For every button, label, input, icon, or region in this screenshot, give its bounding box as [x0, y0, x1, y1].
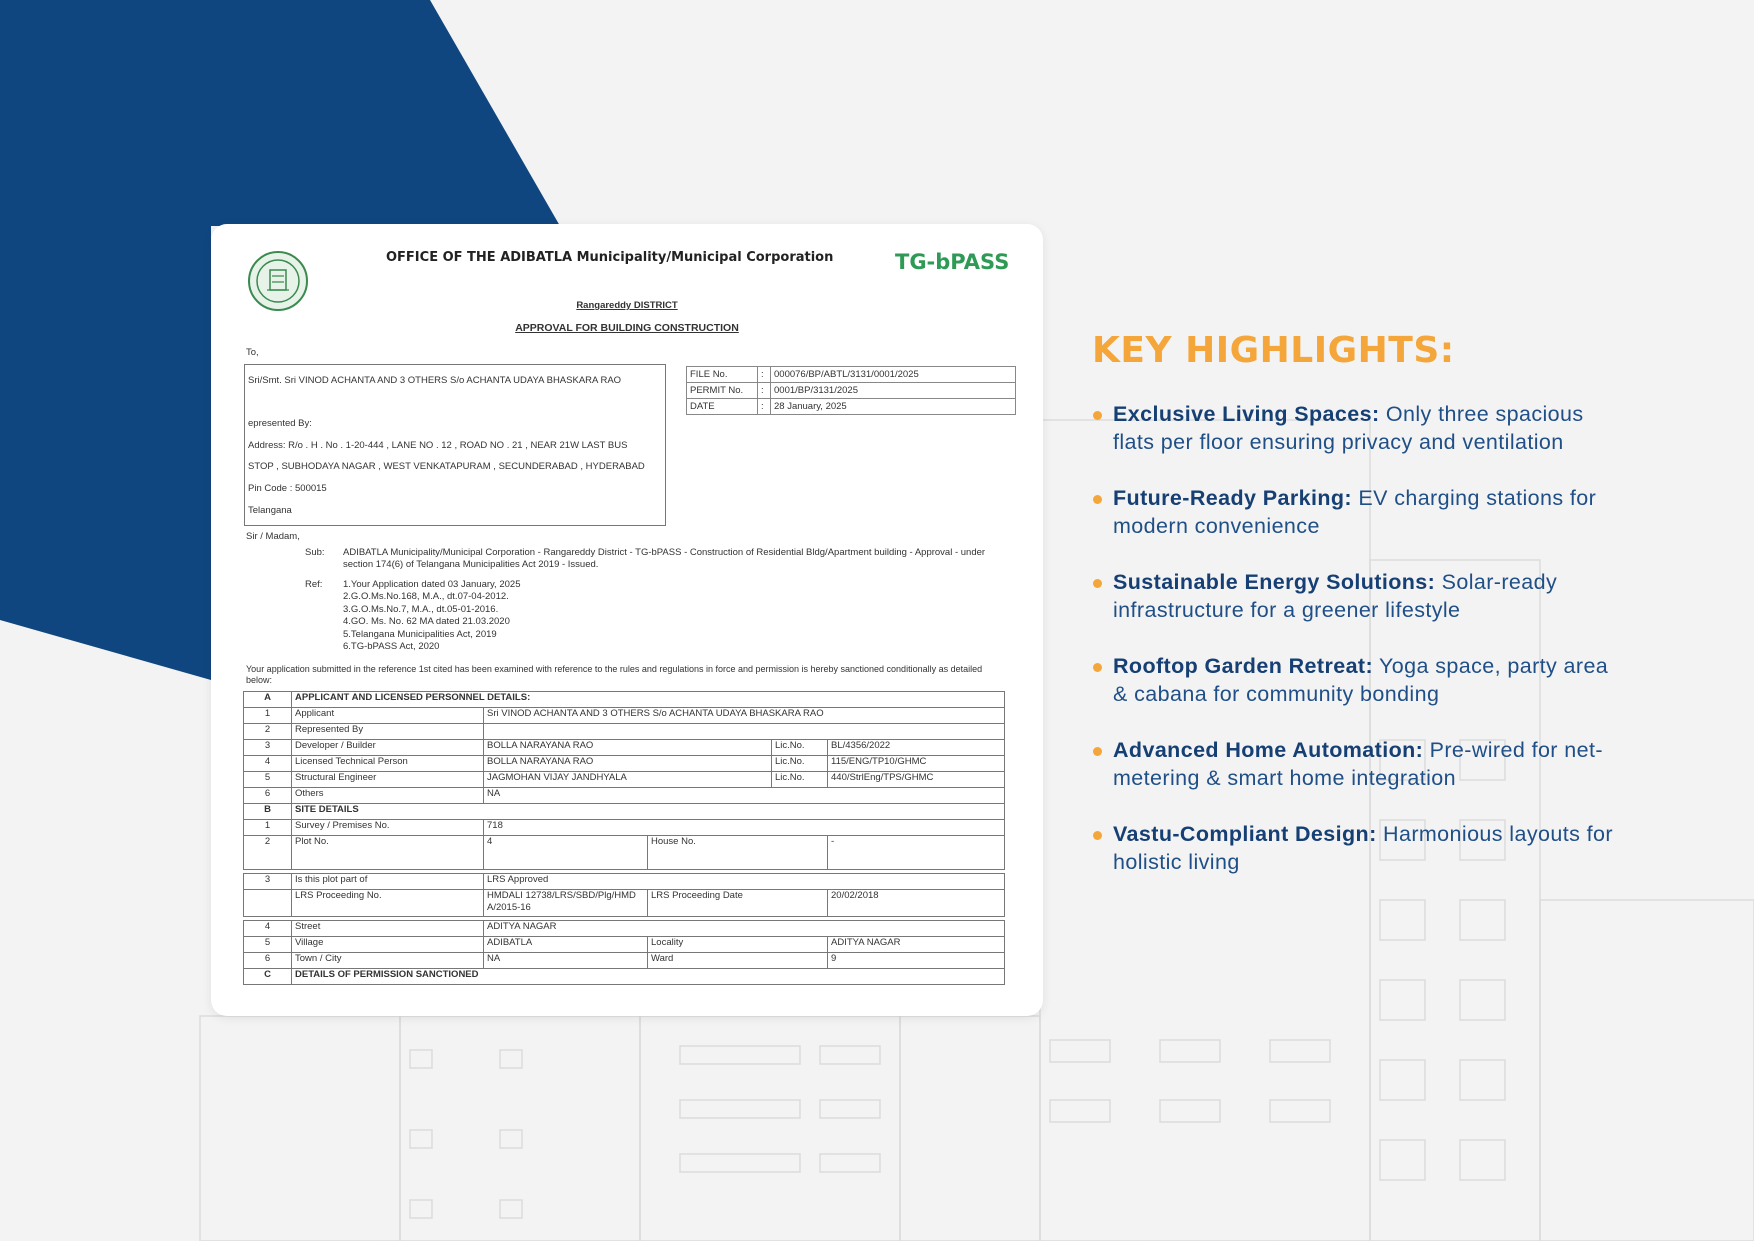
reference-item: 6.TG-bPASS Act, 2020	[343, 641, 440, 653]
file-row	[687, 383, 1016, 399]
bullet-dot-icon	[1093, 747, 1102, 756]
to-label: To,	[246, 347, 259, 358]
row-value: ADITYA NAGAR	[484, 921, 1005, 937]
subject-text: ADIBATLA Municipality/Municipal Corporation - Rangareddy District - TG-bPASS - Construction of Residential Bldg/Apartment building - Approval - under section 174(6) of Telangana Municipalities Act 2019 - Issued.	[343, 547, 986, 570]
row-number: 4	[244, 921, 292, 937]
section-title: DETAILS OF PERMISSION SANCTIONED	[292, 969, 1005, 985]
highlight-text: Yoga space, party area & cabana for community bonding	[1113, 654, 1609, 706]
row-number: 6	[244, 788, 292, 804]
table-row	[244, 836, 1005, 870]
table-row	[244, 788, 1005, 804]
row-value: JAGMOHAN VIJAY JANDHYALA	[484, 772, 772, 788]
highlight-text: Solar-ready infrastructure for a greener lifestyle	[1113, 570, 1558, 622]
row-number: 4	[244, 756, 292, 772]
file-label: DATE	[687, 399, 758, 415]
bullet-dot-icon	[1093, 663, 1102, 672]
row-value: NA	[484, 788, 1005, 804]
license-label: Lic.No.	[772, 740, 828, 756]
row-label: Structural Engineer	[292, 772, 484, 788]
file-row	[687, 367, 1016, 383]
file-value: 000076/BP/ABTL/3131/0001/2025	[771, 367, 1016, 383]
row-number	[244, 890, 292, 917]
row-value: 718	[484, 820, 1005, 836]
reference-item: 1.Your Application dated 03 January, 2025	[343, 579, 521, 590]
reference-item: 5.Telangana Municipalities Act, 2019	[343, 628, 497, 640]
bullet-dot-icon	[1093, 831, 1102, 840]
row-value: Sri VINOD ACHANTA AND 3 OTHERS S/o ACHANTA UDAYA BHASKARA RAO	[484, 708, 1005, 724]
reference-item: 4.GO. Ms. No. 62 MA dated 21.03.2020	[343, 616, 510, 628]
reference-label: Ref:	[305, 579, 323, 590]
row-value: BOLLA NARAYANA RAO	[484, 756, 772, 772]
file-row	[687, 399, 1016, 415]
license-label: Lic.No.	[772, 772, 828, 788]
reference-list	[343, 579, 520, 653]
row-number: 1	[244, 820, 292, 836]
row-value: ADIBATLA	[484, 937, 648, 953]
table-row	[244, 708, 1005, 724]
row-number: 5	[244, 937, 292, 953]
file-value: 28 January, 2025	[771, 399, 1016, 415]
row-label: LRS Proceeding No.	[292, 890, 484, 917]
row-label: Others	[292, 788, 484, 804]
highlight-item	[1092, 652, 1622, 708]
row-number: 2	[244, 836, 292, 870]
file-label: PERMIT No.	[687, 383, 758, 399]
house-label: House No.	[648, 836, 828, 870]
row-label: Represented By	[292, 724, 484, 740]
highlight-heading: Exclusive Living Spaces:	[1113, 402, 1380, 426]
address-line: STOP , SUBHODAYA NAGAR , WEST VENKATAPURAM , SECUNDERABAD , HYDERABAD	[248, 461, 645, 472]
permission-details-table	[243, 691, 1005, 985]
file-sep: :	[758, 399, 771, 415]
row-label: Survey / Premises No.	[292, 820, 484, 836]
row-number: 5	[244, 772, 292, 788]
row-label: Town / City	[292, 953, 484, 969]
row-value: HMDALI 12738/LRS/SBD/Plg/HMD A/2015-16	[484, 890, 648, 917]
ward-label: Ward	[648, 953, 828, 969]
district-heading: Rangareddy DISTRICT	[576, 300, 678, 311]
table-row	[244, 874, 1005, 890]
row-label: Village	[292, 937, 484, 953]
intro-paragraph: Your application submitted in the reference 1st cited has been examined with reference to the rules and regulations in force and permission is hereby sanctioned conditionally as detailed below:	[246, 664, 983, 685]
file-sep: :	[758, 383, 771, 399]
salutation: Sir / Madam,	[246, 531, 300, 542]
bullet-dot-icon	[1093, 495, 1102, 504]
bullet-dot-icon	[1093, 579, 1102, 588]
address-line: Pin Code : 500015	[248, 483, 327, 494]
license-label: Lic.No.	[772, 756, 828, 772]
key-highlights-title: KEY HIGHLIGHTS:	[1092, 330, 1455, 371]
section-title: SITE DETAILS	[292, 804, 1005, 820]
reference-item: 3.G.O.Ms.No.7, M.A., dt.05-01-2016.	[343, 603, 499, 615]
address-line: Telangana	[248, 505, 292, 516]
file-label: FILE No.	[687, 367, 758, 383]
highlight-item	[1092, 568, 1622, 624]
highlight-heading: Future-Ready Parking:	[1113, 486, 1352, 510]
table-row	[244, 756, 1005, 772]
approval-document-card	[211, 224, 1043, 1016]
row-label: Licensed Technical Person	[292, 756, 484, 772]
row-number: 3	[244, 874, 292, 890]
table-row	[244, 937, 1005, 953]
file-value: 0001/BP/3131/2025	[771, 383, 1016, 399]
section-letter: C	[244, 969, 292, 985]
lrs-date-value: 20/02/2018	[828, 890, 1005, 917]
highlight-heading: Advanced Home Automation:	[1113, 738, 1424, 762]
highlight-item	[1092, 400, 1622, 456]
file-sep: :	[758, 367, 771, 383]
file-details-table	[686, 366, 1016, 415]
section-letter: B	[244, 804, 292, 820]
highlight-text: Pre-wired for net-metering & smart home integration	[1113, 738, 1603, 790]
office-heading: OFFICE OF THE ADIBATLA Municipality/Municipal Corporation	[386, 250, 834, 265]
license-value: BL/4356/2022	[828, 740, 1005, 756]
key-highlights-list	[1092, 400, 1622, 904]
section-row	[244, 692, 1005, 708]
highlight-heading: Rooftop Garden Retreat:	[1113, 654, 1374, 678]
house-value: -	[828, 836, 1005, 870]
row-label: Developer / Builder	[292, 740, 484, 756]
bullet-dot-icon	[1093, 411, 1102, 420]
section-title: APPLICANT AND LICENSED PERSONNEL DETAILS:	[292, 692, 1005, 708]
row-value	[484, 724, 1005, 740]
table-row	[244, 772, 1005, 788]
tg-bpass-brand: TG-bPASS	[895, 250, 1010, 274]
address-line: Address: R/o . H . No . 1-20-444 , LANE NO . 12 , ROAD NO . 21 , NEAR 21W LAST BUS	[248, 440, 628, 451]
approval-heading: APPROVAL FOR BUILDING CONSTRUCTION	[515, 322, 739, 334]
table-row	[244, 921, 1005, 937]
row-value: LRS Approved	[484, 874, 1005, 890]
ward-value: 9	[828, 953, 1005, 969]
section-row	[244, 969, 1005, 985]
subject-label: Sub:	[305, 547, 325, 558]
row-label: Street	[292, 921, 484, 937]
row-value: NA	[484, 953, 648, 969]
address-box	[244, 364, 666, 526]
reference-item: 2.G.O.Ms.No.168, M.A., dt.07-04-2012.	[343, 591, 509, 603]
row-label: Is this plot part of	[292, 874, 484, 890]
row-number: 3	[244, 740, 292, 756]
license-value: 115/ENG/TP10/GHMC	[828, 756, 1005, 772]
row-label: Plot No.	[292, 836, 484, 870]
table-row	[244, 820, 1005, 836]
highlight-text: Harmonious layouts for holistic living	[1113, 822, 1613, 874]
row-label: Applicant	[292, 708, 484, 724]
license-value: 440/StrlEng/TPS/GHMC	[828, 772, 1005, 788]
highlight-text: EV charging stations for modern convenience	[1113, 486, 1597, 538]
highlight-item	[1092, 736, 1622, 792]
address-line: epresented By:	[248, 418, 312, 429]
highlight-heading: Sustainable Energy Solutions:	[1113, 570, 1436, 594]
highlight-item	[1092, 820, 1622, 876]
address-line: Sri/Smt. Sri VINOD ACHANTA AND 3 OTHERS S/o ACHANTA UDAYA BHASKARA RAO	[248, 375, 622, 386]
row-number: 2	[244, 724, 292, 740]
highlight-heading: Vastu-Compliant Design:	[1113, 822, 1377, 846]
section-row	[244, 804, 1005, 820]
row-value: 4	[484, 836, 648, 870]
section-letter: A	[244, 692, 292, 708]
table-row	[244, 953, 1005, 969]
table-row	[244, 724, 1005, 740]
lrs-date-label: LRS Proceeding Date	[648, 890, 828, 917]
table-row	[244, 890, 1005, 917]
locality-label: Locality	[648, 937, 828, 953]
row-number: 6	[244, 953, 292, 969]
highlight-item	[1092, 484, 1622, 540]
highlight-text: Only three spacious flats per floor ensuring privacy and ventilation	[1113, 402, 1584, 454]
row-value: BOLLA NARAYANA RAO	[484, 740, 772, 756]
row-number: 1	[244, 708, 292, 724]
locality-value: ADITYA NAGAR	[828, 937, 1005, 953]
table-row	[244, 740, 1005, 756]
